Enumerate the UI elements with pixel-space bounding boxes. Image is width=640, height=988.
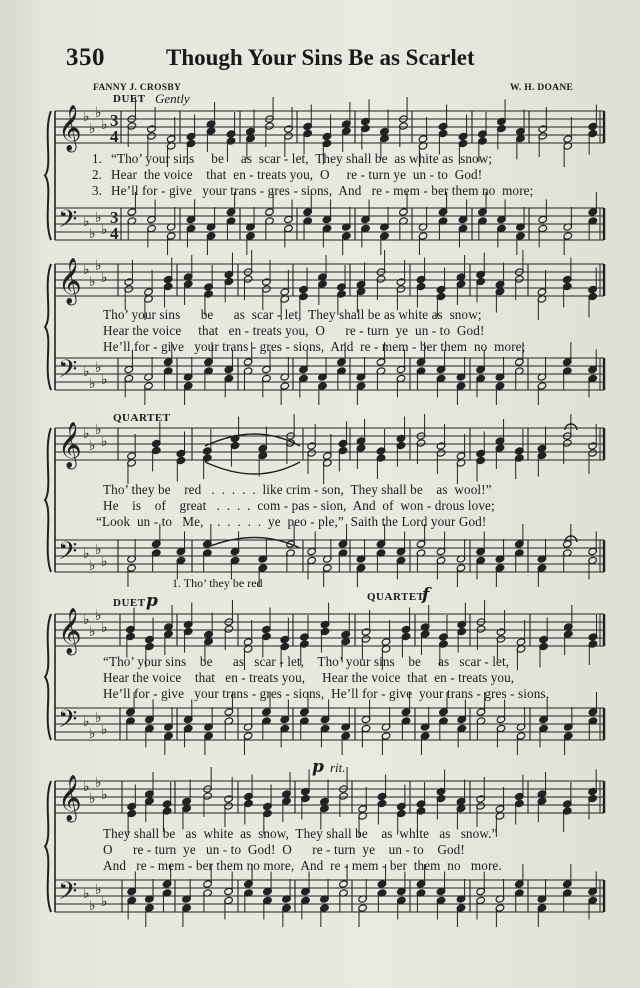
quartet-marking-2: QUARTET: [367, 591, 425, 603]
flat-sign: ♭: [101, 722, 108, 738]
flat-sign: ♭: [101, 117, 108, 133]
bass-clef: 𝄢: [58, 537, 78, 572]
flat-sign: ♭: [89, 376, 96, 392]
time-signature: 3: [110, 111, 119, 130]
bass-clef: 𝄢: [58, 355, 78, 390]
flat-sign: ♭: [89, 558, 96, 574]
lyric-line: Tho’ your sins be as scar - let, They shall be as white as snow;: [103, 307, 482, 322]
hymn-title: Though Your Sins Be as Scarlet: [166, 45, 475, 70]
flat-sign: ♭: [95, 710, 102, 726]
flat-sign: ♭: [95, 258, 102, 274]
piano-dynamic: p: [146, 591, 158, 611]
treble-clef: 𝄞: [58, 258, 82, 304]
bass-cue-lyric: 1. Tho’ they be red: [172, 576, 263, 590]
flat-sign: ♭: [89, 226, 96, 242]
flat-sign: ♭: [83, 262, 90, 278]
flat-sign: ♭: [89, 726, 96, 742]
lyric-line: And re - mem - ber them no more, And re - mem - ber them no more.: [103, 858, 502, 873]
flat-sign: ♭: [95, 882, 102, 898]
time-signature: 3: [110, 208, 119, 227]
flat-sign: ♭: [83, 886, 90, 902]
lyric-line: Tho’ they be red . . . . . like crim - son, They shall be as wool!”: [103, 482, 492, 497]
lyric-line: Hear the voice that en - treats you, Hear the voice that en - treats you,: [103, 670, 515, 685]
lyric-line: They shall be as white as snow, They shall be as white as snow.”: [103, 826, 498, 841]
flat-sign: ♭: [101, 787, 108, 803]
flat-sign: ♭: [89, 791, 96, 807]
lyricist-credit: FANNY J. CROSBY: [93, 83, 182, 93]
hymn-number: 350: [66, 44, 105, 71]
lyric-line: Hear the voice that en - treats you, O re - turn ye un - to God!: [111, 167, 483, 182]
bass-clef: 𝄢: [58, 705, 78, 740]
flat-sign: ♭: [95, 422, 102, 438]
flat-sign: ♭: [89, 624, 96, 640]
slur: [205, 538, 300, 549]
lyric-line: He is of great . . . . com - pas - sion, And of won - drous love;: [103, 498, 495, 513]
ritardando-marking: rit.: [330, 760, 346, 775]
lyric-line: “Tho’ your sins be as scar - let, They shall be as white as snow;: [111, 151, 493, 166]
duet-marking-2: DUET: [113, 597, 146, 609]
lyric-line: “Tho’ your sins be as scar - let, Tho’ your sins be as scar - let,: [103, 654, 510, 669]
quartet-marking: QUARTET: [113, 412, 171, 424]
flat-sign: ♭: [101, 894, 108, 910]
lyric-line: Hear the voice that en - treats you, O re - turn ye un - to God!: [103, 323, 485, 338]
verse-number: 1.: [92, 151, 102, 166]
bass-clef: 𝄢: [58, 877, 78, 912]
verse-number: 3.: [92, 183, 102, 198]
flat-sign: ♭: [83, 546, 90, 562]
flat-sign: ♭: [101, 434, 108, 450]
flat-sign: ♭: [101, 620, 108, 636]
time-signature: 4: [110, 224, 119, 243]
treble-clef: 𝄞: [58, 422, 82, 468]
flat-sign: ♭: [89, 121, 96, 137]
verse-number: 2.: [92, 167, 102, 182]
flat-sign: ♭: [89, 898, 96, 914]
flat-sign: ♭: [95, 542, 102, 558]
flat-sign: ♭: [101, 222, 108, 238]
brace: [45, 428, 51, 572]
treble-clef: 𝄞: [58, 608, 82, 654]
lyric-line: He’ll for - give your trans - gres - sions, He’ll for - give your trans - gres - sions,: [103, 686, 550, 701]
piano-dynamic-2: p: [312, 757, 324, 777]
lyric-line: “Look un - to Me, . . . . . ye peo - ple,” Saith the Lord your God!: [96, 514, 487, 529]
flat-sign: ♭: [101, 554, 108, 570]
flat-sign: ♭: [89, 274, 96, 290]
flat-sign: ♭: [101, 270, 108, 286]
treble-clef: 𝄞: [58, 775, 82, 821]
flat-sign: ♭: [95, 360, 102, 376]
slur: [205, 462, 300, 474]
bass-clef: 𝄢: [58, 205, 78, 240]
flat-sign: ♭: [95, 210, 102, 226]
duet-marking: DUET: [113, 93, 146, 105]
brace: [45, 264, 51, 390]
flat-sign: ♭: [101, 372, 108, 388]
treble-clef: 𝄞: [58, 105, 82, 151]
tempo-marking: Gently: [155, 91, 190, 106]
brace: [45, 111, 51, 240]
flat-sign: ♭: [95, 775, 102, 791]
composer-credit: W. H. DOANE: [510, 83, 574, 93]
flat-sign: ♭: [83, 714, 90, 730]
lyric-line: He’ll for - give your trans - gres - sions, And re - mem - ber them no more;: [111, 183, 534, 198]
flat-sign: ♭: [83, 214, 90, 230]
lyric-line: O re - turn ye un - to God! O re - turn ye un - to God!: [103, 842, 465, 857]
flat-sign: ♭: [83, 779, 90, 795]
time-signature: 4: [110, 127, 119, 146]
brace: [45, 614, 51, 740]
flat-sign: ♭: [95, 608, 102, 624]
brace: [45, 781, 51, 912]
flat-sign: ♭: [89, 438, 96, 454]
flat-sign: ♭: [95, 105, 102, 121]
lyric-line: He’ll for - give your trans - gres - sions, And re - mem - ber them no more;: [103, 339, 526, 354]
flat-sign: ♭: [83, 109, 90, 125]
flat-sign: ♭: [83, 426, 90, 442]
forte-dynamic: f: [422, 585, 430, 605]
flat-sign: ♭: [83, 612, 90, 628]
flat-sign: ♭: [83, 364, 90, 380]
